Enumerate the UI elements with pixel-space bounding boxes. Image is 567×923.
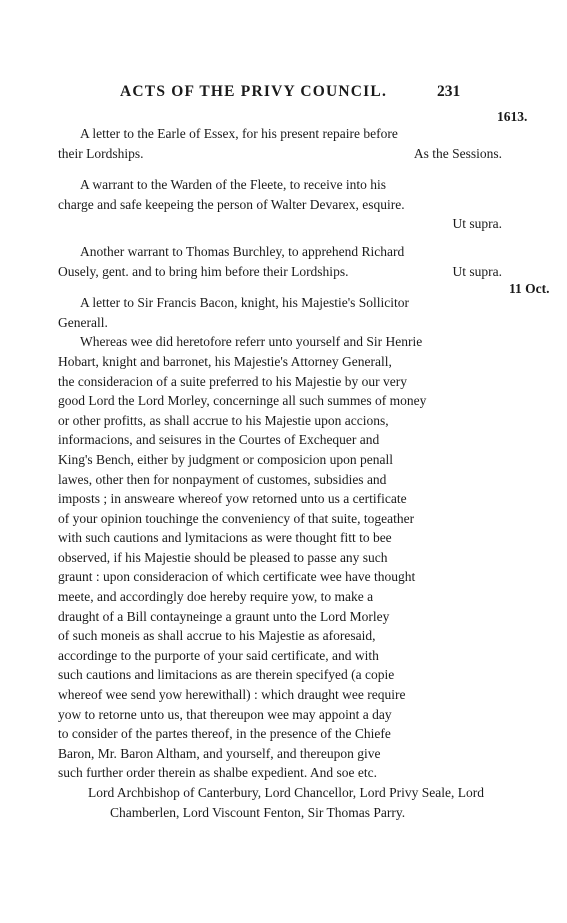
body-line: or other profitts, as shall accrue to his Majestie upon accions,: [58, 412, 389, 428]
entry-burchley-note: Ut supra.: [452, 263, 502, 279]
page-number: 231: [437, 83, 461, 100]
running-title: ACTS OF THE PRIVY COUNCIL.: [120, 83, 388, 100]
body-line: of your opinion touchinge the conveniency of that suite, togeather: [58, 510, 415, 526]
spacer: [58, 163, 502, 175]
body-line: King's Bench, either by judgment or composicion upon penall: [58, 451, 393, 467]
body-line: yow to retorne unto us, that thereupon wee may appoint a day: [58, 706, 392, 722]
entry-essex-line1: A letter to the Earle of Essex, for his present repaire before: [80, 126, 398, 141]
body-line: such further order therein as shalbe expedient. And soe etc.: [58, 765, 378, 781]
entry-burchley: [58, 242, 502, 281]
body-line: good Lord the Lord Morley, concerninge all such summes of money: [58, 393, 427, 409]
body-line: lawes, other then for nonpayment of customes, subsidies and: [58, 471, 387, 487]
entry-bacon-heading-line1: A letter to Sir Francis Bacon, knight, his Majestie's Sollicitor: [80, 295, 410, 311]
body-line: the consideracion of a suite preferred to his Majestie by our very: [58, 373, 408, 389]
document-body: [58, 124, 502, 822]
body-line: meete, and accordingly doe hereby require yow, to make a: [58, 589, 374, 605]
spacer: [58, 234, 502, 242]
body-line: Whereas wee did heretofore referr unto yourself and Sir Henrie: [80, 334, 423, 350]
body-line: imposts ; in answeare whereof yow retorned unto us a certificate: [58, 491, 407, 507]
body-line: Baron, Mr. Baron Altham, and yourself, and thereupon give: [58, 745, 381, 761]
entry-warden-line2: charge and safe keepeing the person of Walter Devarex, esquire.: [58, 196, 405, 212]
entry-essex-text: their Lordships.: [58, 145, 144, 161]
entry-bacon-body: [58, 332, 502, 783]
body-line: accordinge to the purporte of your said certificate, and with: [58, 647, 379, 663]
body-line: to consider of the partes thereof, in the presence of the Chiefe: [58, 726, 391, 742]
body-line: informacions, and seisures in the Courtes of Exchequer and: [58, 432, 380, 448]
margin-date: 11 Oct.: [509, 281, 550, 296]
entry-burchley-line1: Another warrant to Thomas Burchley, to apprehend Richard: [80, 243, 405, 259]
body-line: Hobart, knight and barronet, his Majestie's Attorney Generall,: [58, 353, 392, 369]
body-line: with such cautions and lymitacions as were thought fitt to bee: [58, 530, 392, 546]
spacer: [58, 281, 502, 293]
entry-burchley-line2: [58, 262, 502, 282]
body-line: such cautions and limitacions as are therein specifyed (a copie: [58, 667, 395, 683]
entry-essex-line2: [58, 144, 502, 164]
body-line: of such moneis as shall accrue to his Majestie as aforesaid,: [58, 628, 376, 644]
entry-warden-note: Ut supra.: [452, 216, 502, 232]
body-line: graunt : upon consideracion of which certificate wee have thought: [58, 569, 416, 585]
entry-burchley-text: Ousely, gent. and to bring him before their Lordships.: [58, 263, 349, 279]
entry-essex-note: As the Sessions.: [413, 145, 502, 161]
signatories: Lord Archbishop of Canterbury, Lord Chancellor, Lord Privy Seale, Lord Chamberlen, Lord Viscount Fenton, Sir Thomas Parry.: [88, 785, 484, 820]
entry-bacon-heading-line2: Generall.: [58, 314, 108, 330]
page-header: [0, 83, 567, 105]
body-line: observed, if his Majestie should be pleased to passe any such: [58, 549, 388, 565]
entry-essex: [58, 124, 502, 163]
entry-bacon: [58, 293, 502, 822]
margin-year: 1613.: [497, 109, 528, 124]
body-line: draught of a Bill contayneinge a graunt unto the Lord Morley: [58, 608, 390, 624]
entry-warden: [58, 175, 502, 234]
body-line: whereof wee send yow herewithall) : which draught wee require: [58, 687, 406, 703]
entry-warden-line1: A warrant to the Warden of the Fleete, to receive into his: [80, 177, 387, 193]
